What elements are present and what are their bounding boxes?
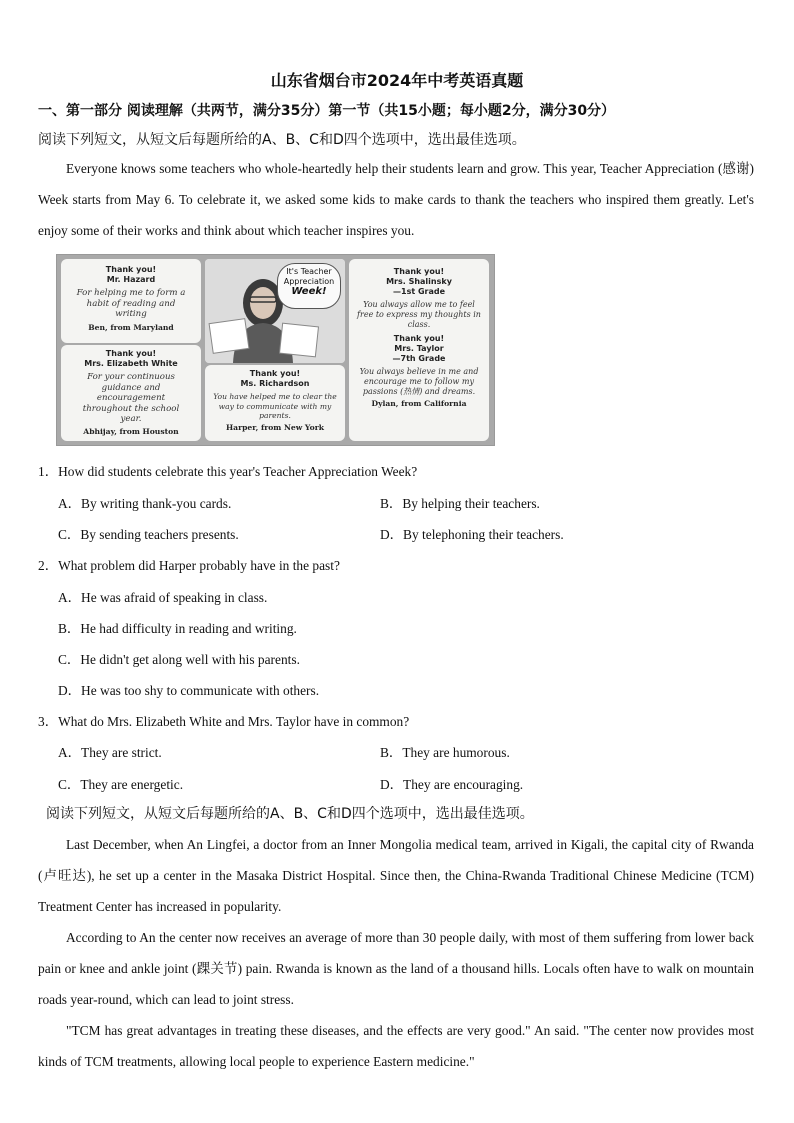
student-photo [205,259,345,363]
page-title: 山东省烟台市2024年中考英语真题 [270,71,524,90]
card-teacher: Ms. Richardson [240,379,310,388]
option-b: B．He had difficulty in reading and writing. [58,621,297,636]
card-grade: —1st Grade [393,287,445,296]
card-from: Ben, from Maryland [88,322,174,332]
thank-you-cards-image [56,254,495,446]
passage-paragraph: Last December, when An Lingfei, a doctor from an Inner Mongolia medical team, arrived in Kigali, the capital city of Rwanda (卢旺达), he set up a center in the Masaka District Hospital. Since then, the China-Rwanda Traditional Chinese Medicine (TCM) Treatment Center has increased in popularity. [38,837,754,914]
card-teacher: Mr. Hazard [106,275,156,284]
card-shalinsky-taylor [349,259,489,441]
card-from: Abhijay, from Houston [83,426,179,436]
card-message: You always believe in me and encourage me to follow my passions (热情) and dreams. [359,367,479,396]
option-a: A．By writing thank-you cards. [58,496,232,511]
card-white [61,345,201,441]
section-heading: 一、第一部分 阅读理解（共两节，满分35分）第一节（共15小题；每小题2分，满分30分） [38,103,616,119]
card-message: For helping me to form a habit of reading and writing [76,288,186,319]
question-stem: 2．What problem did Harper probably have in the past? [38,558,340,573]
card-title: Thank you! [393,267,445,276]
speech-bubble [277,263,341,309]
card-from: Dylan, from California [371,399,467,408]
card-title: Thank you! [249,369,301,378]
passage-paragraph: "TCM has great advantages in treating these diseases, and the effects are very good." An said. "The center now provides most kinds of TCM treatments, allowing local people to experience Eastern medicine." [38,1023,754,1069]
card-teacher: Mrs. Taylor [394,344,444,353]
card-message: You have helped me to clear the way to communicate with my parents. [213,392,337,420]
passage-paragraph: According to An the center now receives an average of more than 30 people daily, with most of them suffering from lower back pain or knee and ankle joint (踝关节) pain. Rwanda is known as the land of a thousand hills. Locals often have to walk on mountain roads year-round, which can lead to joint stress. [38,930,754,1007]
card-grade: —7th Grade [392,354,446,363]
card-teacher: Mrs. Shalinsky [386,277,452,286]
option-d: D．He was too shy to communicate with others. [58,683,320,698]
instruction: 阅读下列短文，从短文后每题所给的A、B、C和D四个选项中，选出最佳选项。 [46,806,534,822]
card-richardson [205,365,345,441]
card-message: For your continuous guidance and encouragement throughout the school year. [82,372,180,424]
card-teacher: Mrs. Elizabeth White [84,359,178,368]
card-title: Thank you! [105,349,157,358]
instruction: 阅读下列短文，从短文后每题所给的A、B、C和D四个选项中，选出最佳选项。 [38,132,526,148]
card-title: Thank you! [105,265,157,274]
passage-paragraph: Everyone knows some teachers who whole-heartedly help their students learn and grow. This year, Teacher Appreciation (感谢) Week starts from May 6. To celebrate it, we asked some kids to make cards to thank the teachers who inspired them greatly. Let's enjoy some of their works and think about which teacher inspires you. [38,161,754,238]
card-from: Harper, from New York [225,422,325,432]
bubble-week: Week! [291,286,327,297]
question-stem: 3．What do Mrs. Elizabeth White and Mrs. Taylor have in common? [38,714,410,729]
card-title: Thank you! [393,334,445,343]
option-b: B．By helping their teachers. [380,496,540,511]
question-stem: 1．How did students celebrate this year's Teacher Appreciation Week? [38,464,418,479]
option-c: C．He didn't get along well with his parents. [58,652,300,667]
bubble-text: It's Teacher Appreciation [283,267,335,286]
card-message: You always allow me to feel free to express my thoughts in class. [357,300,481,329]
option-c: C．By sending teachers presents. [58,527,239,542]
option-d: D．They are encouraging. [380,777,524,792]
option-d: D．By telephoning their teachers. [380,527,564,542]
card-hazard [61,259,201,343]
option-c: C．They are energetic. [58,777,184,792]
option-b: B．They are humorous. [380,745,510,760]
option-a: A．He was afraid of speaking in class. [58,590,268,605]
option-a: A．They are strict. [58,745,162,760]
